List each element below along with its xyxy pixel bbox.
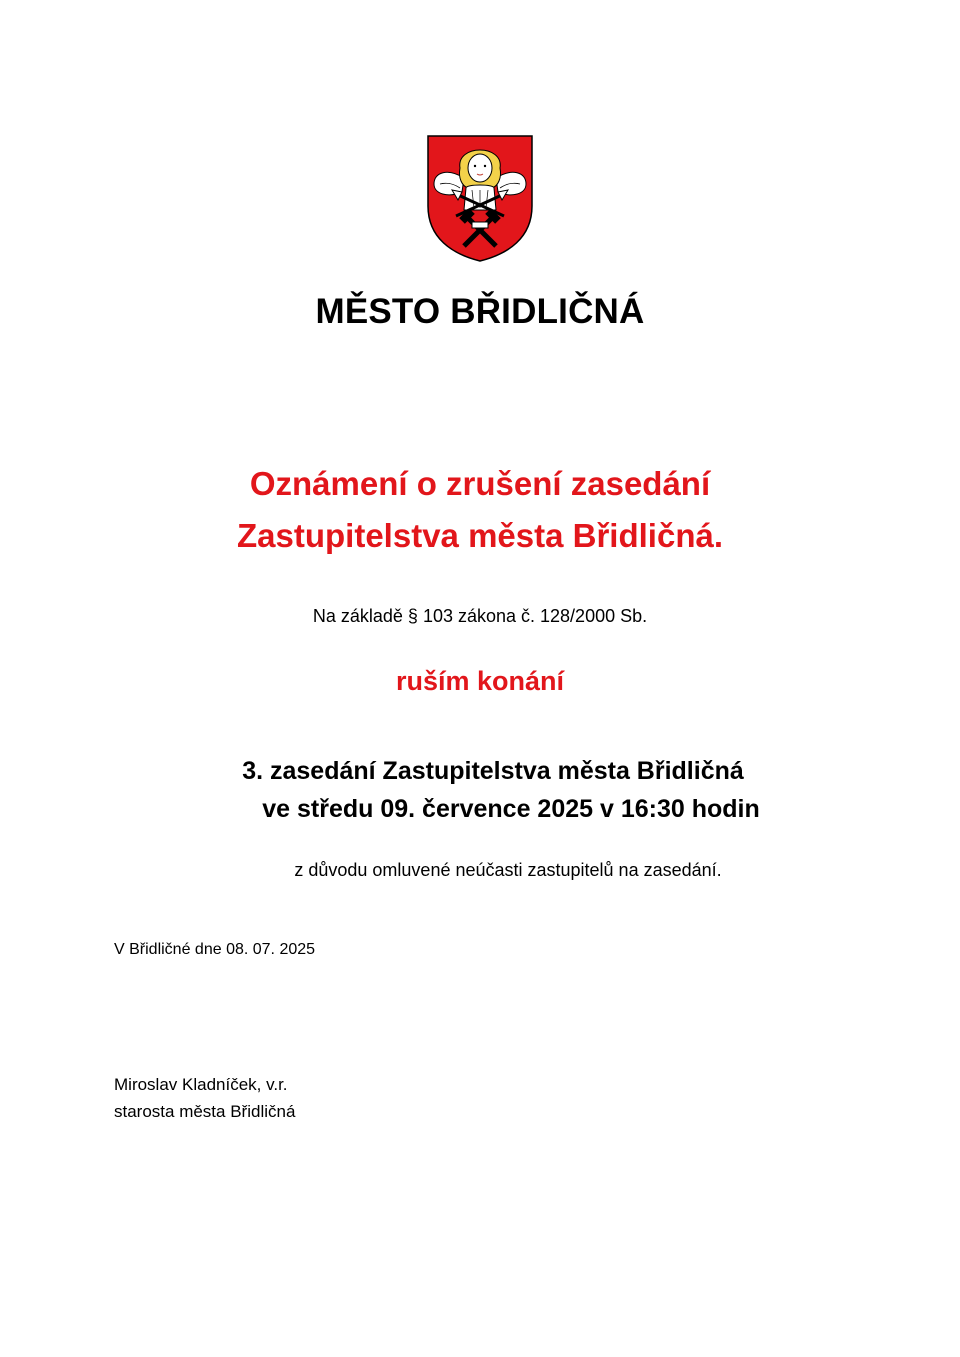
town-name-heading: MĚSTO BŘIDLIČNÁ — [315, 292, 645, 331]
coat-of-arms-icon — [426, 134, 534, 262]
legal-basis-text: Na základě § 103 zákona č. 128/2000 Sb. — [312, 606, 648, 626]
place-and-date: V Břidličné dne 08. 07. 2025 — [114, 941, 316, 958]
signature-block — [114, 1071, 295, 1125]
notice-title-line-2: Zastupitelstva města Břidličná. — [237, 517, 723, 554]
session-name: 3. zasedání Zastupitelstva města Břidličná — [242, 757, 744, 785]
cancellation-reason: z důvodu omluvené neúčasti zastupitelů na zasedání. — [294, 860, 722, 880]
signatory-title: starosta města Břidličná — [114, 1102, 296, 1121]
session-date-time: ve středu 09. července 2025 v 16:30 hodin — [262, 795, 760, 823]
cancel-phrase: ruším konání — [395, 666, 565, 696]
signatory-name: Miroslav Kladníček, v.r. — [114, 1075, 288, 1094]
notice-title-line-1: Oznámení o zrušení zasedání — [249, 465, 711, 502]
notice-title — [0, 458, 960, 562]
